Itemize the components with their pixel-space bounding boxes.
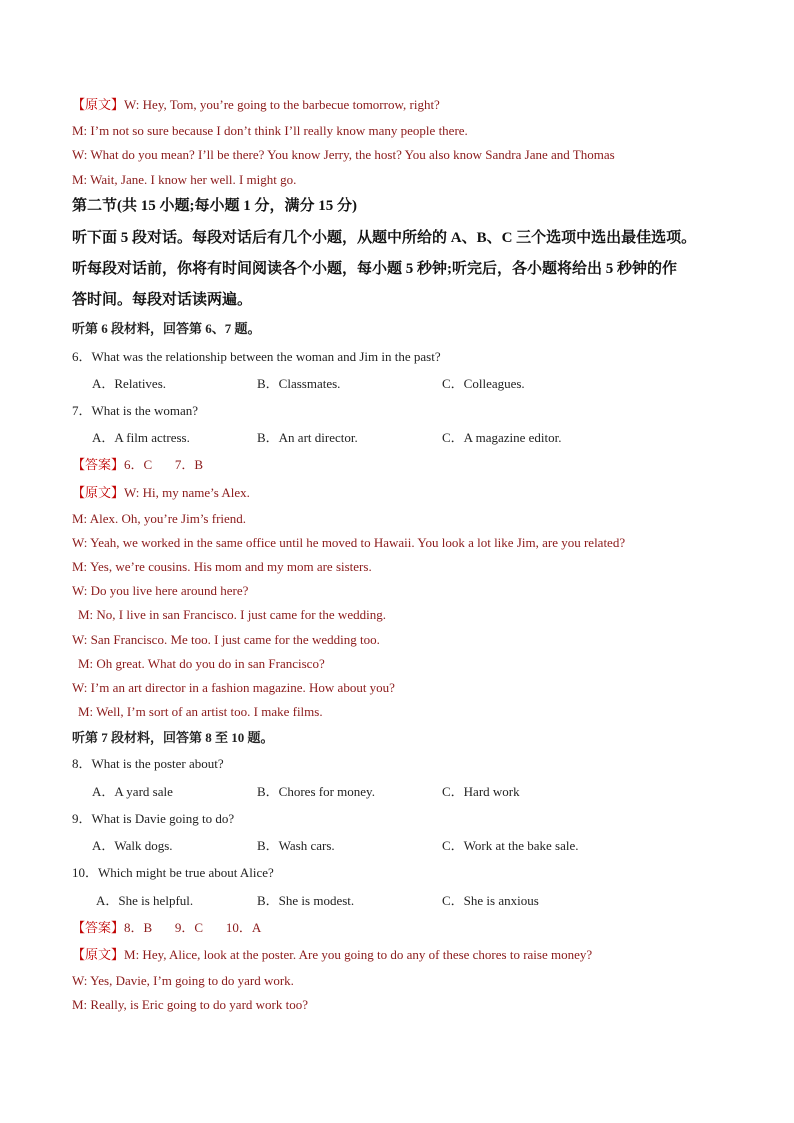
question-7: 7．What is the woman? xyxy=(72,403,198,418)
option-b: B．Classmates. xyxy=(257,376,341,391)
instructions-line: 答时间。每段对话读两遍。 xyxy=(72,292,253,308)
transcript-line: W: I’m an art director in a fashion magazine. How about you? xyxy=(72,680,395,695)
transcript-line: W: Yeah, we worked in the same office until he moved to Hawaii. You look a lot like Jim, are you related? xyxy=(72,535,626,550)
option-b: B．An art director. xyxy=(257,430,358,445)
answer-line xyxy=(72,456,203,474)
option-b: B．Chores for money. xyxy=(257,784,375,799)
transcript-line: 【原文】W: Hi, my name’s Alex. xyxy=(72,485,250,500)
transcript-line: 【原文】W: Hey, Tom, you’re going to the barbecue tomorrow, right? xyxy=(72,97,440,112)
option-c: C．Colleagues. xyxy=(442,376,525,391)
instructions-line: 听下面 5 段对话。每段对话后有几个小题，从题中所给的 A、B、C 三个选项中选出最佳选项。 xyxy=(72,230,697,246)
transcript-line: W: What do you mean? I’ll be there? You know Jerry, the host? You also know Sandra Jane and Thomas xyxy=(72,147,615,162)
question-9: 9．What is Davie going to do? xyxy=(72,811,235,826)
transcript-line: W: San Francisco. Me too. I just came for the wedding too. xyxy=(72,632,380,647)
option-a: A．She is helpful. xyxy=(96,893,194,908)
question-6: 6．What was the relationship between the woman and Jim in the past? xyxy=(72,349,441,364)
option-b: B．Wash cars. xyxy=(257,838,335,853)
option-b: B．She is modest. xyxy=(257,893,355,908)
option-c: C．Hard work xyxy=(442,784,520,799)
transcript-line: M: Alex. Oh, you’re Jim’s friend. xyxy=(72,511,247,526)
option-c: C．She is anxious xyxy=(442,893,539,908)
transcript-line: W: Do you live here around here? xyxy=(72,583,249,598)
transcript-line: M: Yes, we’re cousins. His mom and my mom are sisters. xyxy=(72,559,372,574)
transcript-line: W: Yes, Davie, I’m going to do yard work. xyxy=(72,973,294,988)
option-a: A．Relatives. xyxy=(92,376,167,391)
part-heading: 听第 7 段材料，回答第 8 至 10 题。 xyxy=(72,730,274,745)
answer-line xyxy=(72,919,261,937)
transcript-line: 【原文】M: Hey, Alice, look at the poster. Are you going to do any of these chores to raise money? xyxy=(72,947,593,962)
option-a: A．Walk dogs. xyxy=(92,838,173,853)
transcript-line: M: No, I live in san Francisco. I just came for the wedding. xyxy=(78,607,386,622)
transcript-line: M: Really, is Eric going to do yard work too? xyxy=(72,997,309,1012)
transcript-line: M: I’m not so sure because I don’t think I’ll really know many people there. xyxy=(72,123,468,138)
answer-tag: 【答案】 xyxy=(72,457,125,472)
transcript-tag: 【原文】 xyxy=(72,947,125,962)
answer-values: 6．C 7．B xyxy=(124,457,204,472)
transcript-tag: 【原文】 xyxy=(72,97,125,112)
option-c: C．Work at the bake sale. xyxy=(442,838,579,853)
question-10: 10．Which might be true about Alice? xyxy=(72,865,274,880)
answer-tag: 【答案】 xyxy=(72,920,125,935)
transcript-tag: 【原文】 xyxy=(72,485,125,500)
transcript-line: M: Oh great. What do you do in san Francisco? xyxy=(78,656,325,671)
transcript-line: M: Wait, Jane. I know her well. I might go. xyxy=(72,172,297,187)
part-heading: 听第 6 段材料，回答第 6、7 题。 xyxy=(72,321,261,336)
answer-values: 8．B 9．C 10．A xyxy=(124,920,262,935)
instructions-line: 听每段对话前，你将有时间阅读各个小题，每小题 5 秒钟;听完后，各小题将给出 5 秒钟的作 xyxy=(72,261,677,277)
question-8: 8．What is the poster about? xyxy=(72,756,224,771)
section-heading: 第二节(共 15 小题;每小题 1 分，满分 15 分) xyxy=(72,198,357,214)
transcript-line: M: Well, I’m sort of an artist too. I make films. xyxy=(78,704,323,719)
option-a: A．A film actress. xyxy=(92,430,190,445)
option-c: C．A magazine editor. xyxy=(442,430,562,445)
option-a: A．A yard sale xyxy=(92,784,173,799)
